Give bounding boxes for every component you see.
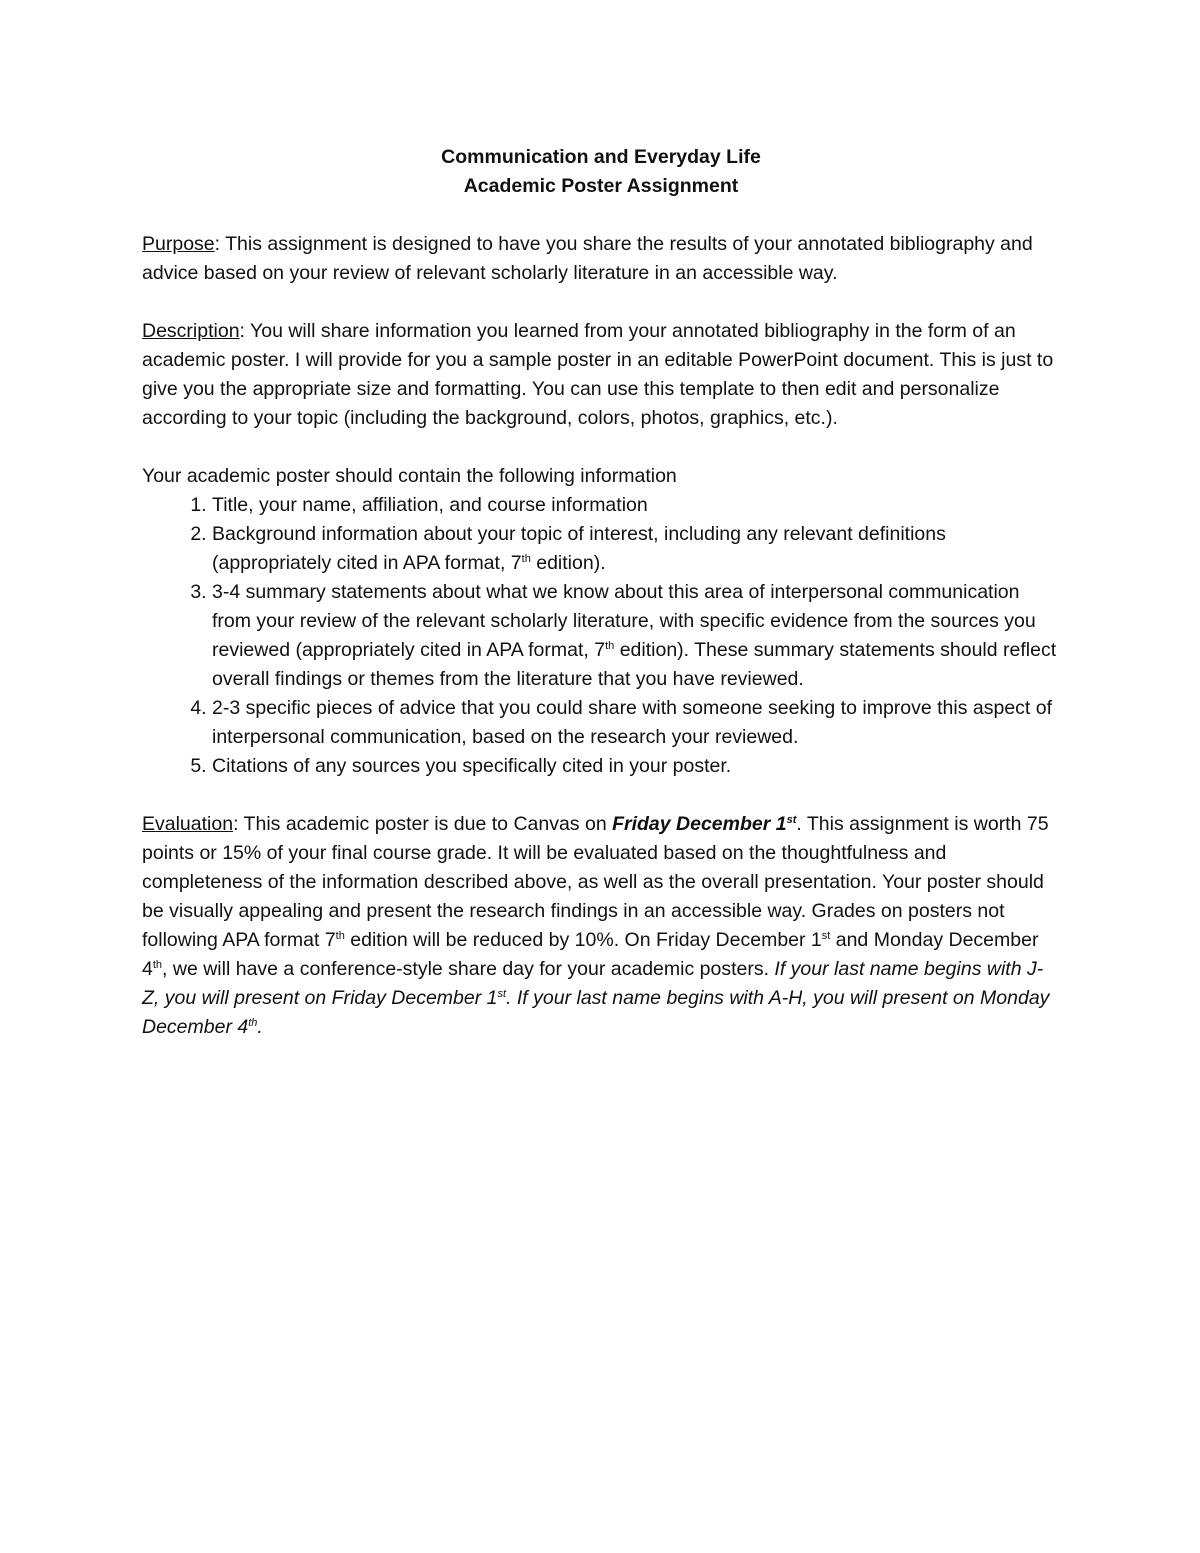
description-label: Description xyxy=(142,320,240,342)
evaluation-text: , we will have a conference-style share day for your academic posters. xyxy=(162,958,775,980)
superscript: th xyxy=(152,959,163,971)
superscript: th xyxy=(335,930,345,942)
list-item xyxy=(212,694,1060,752)
schedule-text: If your last name begins with J-Z, you will present on Friday December 1 xyxy=(142,958,1044,1009)
purpose-text: : This assignment is designed to have you share the results of your annotated bibliography and advice based on your review of relevant scholarly literature in an accessible way. xyxy=(142,233,1033,284)
evaluation-text: edition will be reduced by 10%. On Friday December 1 xyxy=(344,929,822,951)
purpose-paragraph xyxy=(142,230,1060,288)
list-item-text: 2-3 specific pieces of advice that you could share with someone seeking to improve this aspect of interpersonal communication, based on the research your reviewed. xyxy=(212,697,1053,748)
list-item xyxy=(212,520,1060,578)
schedule-text: . If your last name begins with A-H, you will present on Monday December 4 xyxy=(142,987,1050,1038)
superscript: st xyxy=(821,930,831,942)
title-block xyxy=(142,143,1060,201)
list-item-text: edition). These summary statements should reflect overall findings or themes from the literature that you have reviewed. xyxy=(212,639,1057,690)
document-title: Communication and Everyday Life xyxy=(441,146,761,168)
superscript: th xyxy=(605,640,615,652)
list-item-text: 3-4 summary statements about what we know about this area of interpersonal communication from your review of the relevant scholarly literature, with specific evidence from the sources you reviewed (appropriately cited in APA format, 7 xyxy=(212,581,1036,661)
superscript: th xyxy=(248,1017,258,1029)
evaluation-text: . This assignment is worth 75 points or 15% of your final course grade. It will be evaluated based on the thoughtfulness and completeness of the information described above, as well as the overall presentation. Your poster should be visually appealing and present the research findings in an accessible way. Grades on posters not following APA format 7 xyxy=(142,813,1049,951)
list-item-text: Citations of any sources you specifically cited in your poster. xyxy=(212,755,732,777)
list-item xyxy=(212,578,1060,694)
superscript: st xyxy=(497,988,507,1000)
evaluation-paragraph xyxy=(142,810,1060,1042)
purpose-label: Purpose xyxy=(142,233,215,255)
description-text: : You will share information you learned from your annotated bibliography in the form of an academic poster. I will provide for you a sample poster in an editable PowerPoint document. This is just to give you the appropriate size and formatting. You can use this template to then edit and personalize according to your topic (including the background, colors, photos, graphics, etc.). xyxy=(142,320,1054,429)
evaluation-text: and Monday December 4 xyxy=(142,929,1039,980)
list-item-text: edition). xyxy=(530,552,606,574)
evaluation-text: : This academic poster is due to Canvas on xyxy=(233,813,613,835)
poster-info-intro: Your academic poster should contain the following information xyxy=(142,465,677,487)
requirements-list xyxy=(142,491,1060,781)
superscript: th xyxy=(521,553,531,565)
superscript: st xyxy=(786,814,797,826)
due-date xyxy=(612,813,796,835)
due-date-text: Friday December 1 xyxy=(612,813,787,835)
list-item-text: Title, your name, affiliation, and course information xyxy=(212,494,648,516)
evaluation-label: Evaluation xyxy=(142,813,234,835)
list-item xyxy=(212,491,1060,520)
list-item xyxy=(212,752,1060,781)
description-paragraph xyxy=(142,317,1060,433)
list-item-text: Background information about your topic of interest, including any relevant definitions (appropriately cited in APA format, 7 xyxy=(212,523,946,574)
schedule-text: . xyxy=(257,1016,263,1038)
document-subtitle: Academic Poster Assignment xyxy=(463,175,739,197)
